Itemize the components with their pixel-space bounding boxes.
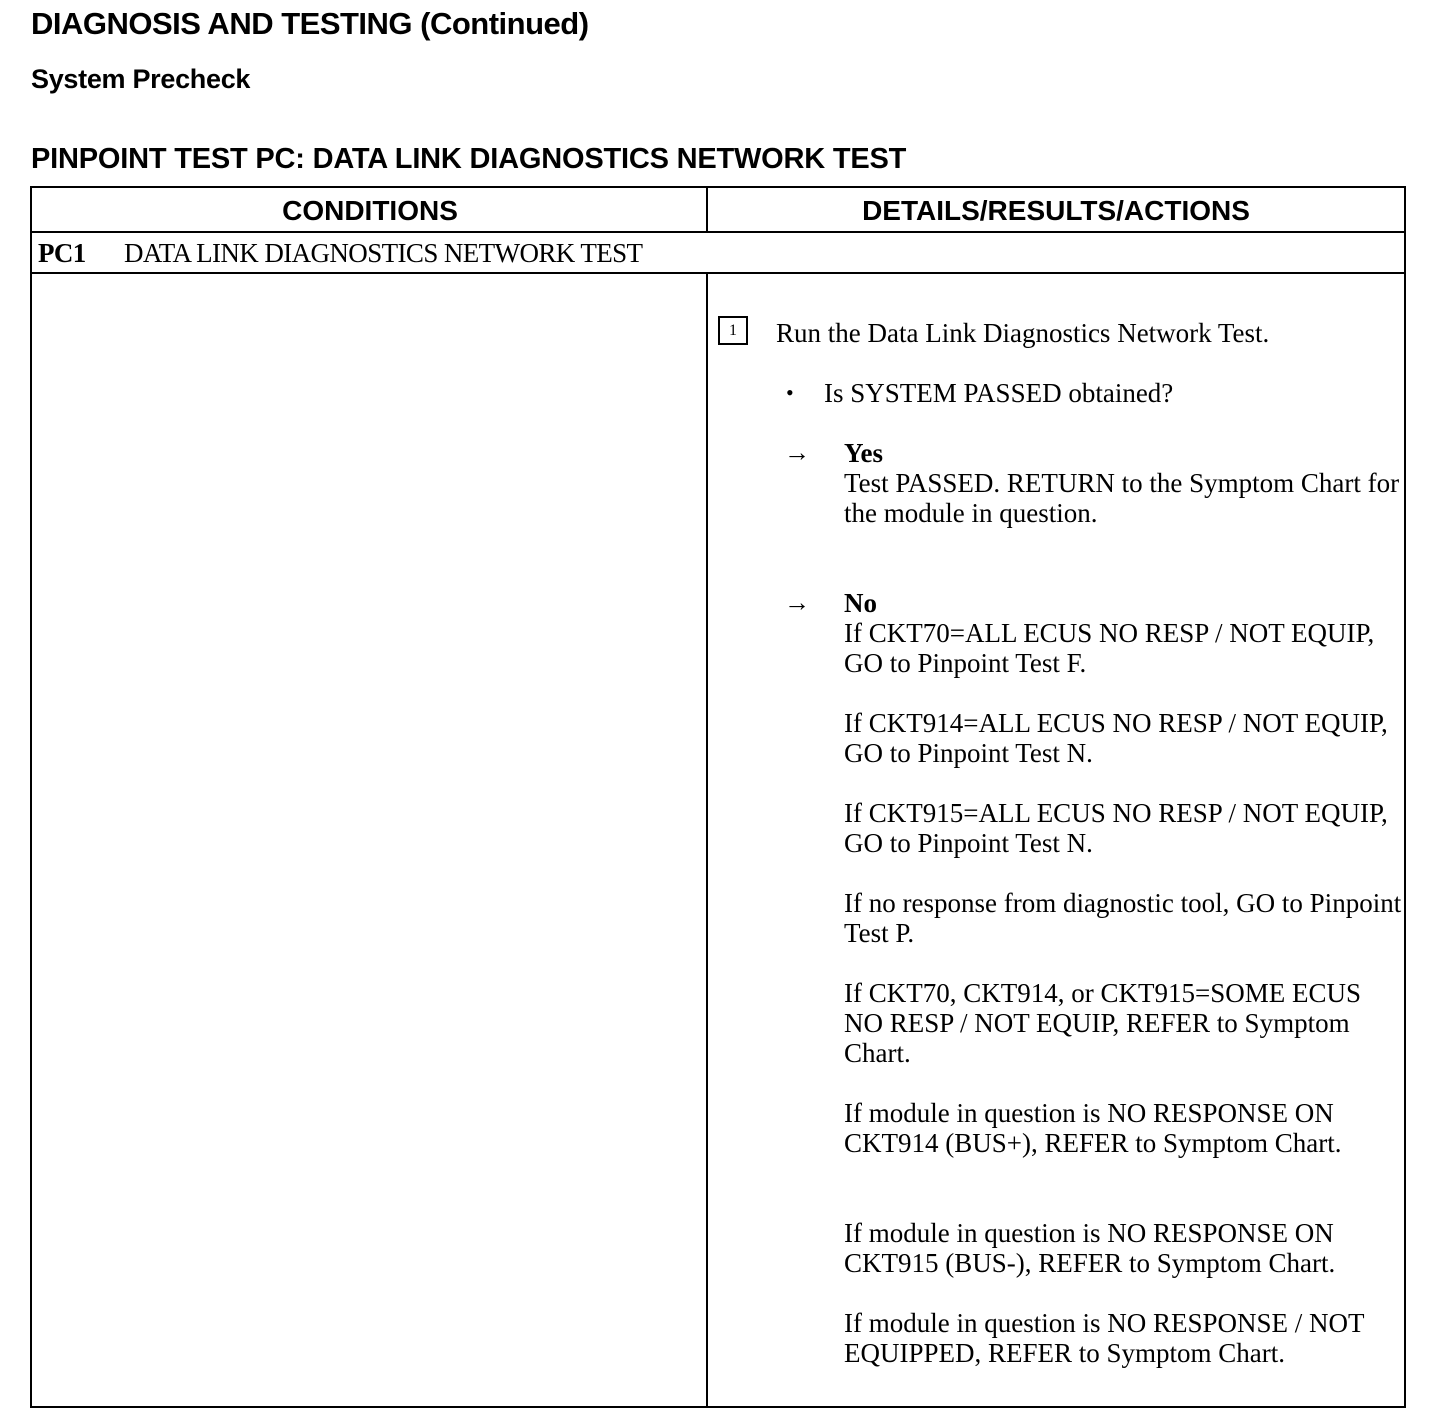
- page-title: DIAGNOSIS AND TESTING (Continued): [31, 6, 589, 41]
- pinpoint-test-table: [30, 186, 1406, 1408]
- step-question: Is SYSTEM PASSED obtained?: [824, 378, 1174, 408]
- no-action-text: If module in question is NO RESPONSE ON CKT914 (BUS+), REFER to Symptom Chart.: [844, 1098, 1342, 1158]
- yes-result-text: [844, 468, 1404, 528]
- conditions-column-header: CONDITIONS: [282, 195, 458, 226]
- no-action-item: [844, 618, 1404, 678]
- no-action-item: [844, 1098, 1404, 1158]
- no-action-item: [844, 708, 1404, 768]
- pinpoint-test-title: PINPOINT TEST PC: DATA LINK DIAGNOSTICS NETWORK TEST: [31, 143, 907, 175]
- no-action-item: [844, 978, 1404, 1068]
- no-action-item: [844, 888, 1404, 948]
- table-header-row: [32, 188, 1404, 233]
- no-action-item: [844, 1308, 1404, 1368]
- no-action-text: If CKT70=ALL ECUS NO RESP / NOT EQUIP, GO to Pinpoint Test F.: [844, 618, 1375, 678]
- no-action-text: If CKT914=ALL ECUS NO RESP / NOT EQUIP, GO to Pinpoint Test N.: [844, 708, 1388, 768]
- no-action-text: If CKT915=ALL ECUS NO RESP / NOT EQUIP, GO to Pinpoint Test N.: [844, 798, 1388, 858]
- step-name: DATA LINK DIAGNOSTICS NETWORK TEST: [124, 238, 643, 268]
- step-instruction: Run the Data Link Diagnostics Network Test.: [776, 318, 1270, 348]
- no-action-text: If module in question is NO RESPONSE ON CKT915 (BUS-), REFER to Symptom Chart.: [844, 1218, 1336, 1278]
- bullet-icon: •: [786, 380, 794, 405]
- arrow-right-icon: →: [784, 588, 810, 617]
- arrow-right-icon: →: [784, 438, 810, 467]
- no-action-item: [844, 798, 1404, 858]
- no-action-text: If CKT70, CKT914, or CKT915=SOME ECUS NO RESP / NOT EQUIP, REFER to Symptom Chart.: [844, 978, 1361, 1068]
- no-label: No: [844, 588, 877, 618]
- column-divider: [706, 188, 708, 231]
- section-subtitle: System Precheck: [31, 64, 251, 94]
- details-column-header: DETAILS/RESULTS/ACTIONS: [862, 195, 1250, 226]
- step-number-box: 1: [718, 316, 748, 345]
- column-divider: [706, 272, 708, 1406]
- step-title-row: [32, 233, 1404, 274]
- yes-label: Yes: [844, 438, 883, 468]
- no-action-item: [844, 1218, 1404, 1278]
- no-action-text: If module in question is NO RESPONSE / NOT EQUIPPED, REFER to Symptom Chart.: [844, 1308, 1365, 1368]
- no-action-text: If no response from diagnostic tool, GO to Pinpoint Test P.: [844, 888, 1402, 948]
- step-id: PC1: [38, 238, 86, 268]
- yes-action: Test PASSED. RETURN to the Symptom Chart for the module in question.: [844, 468, 1400, 528]
